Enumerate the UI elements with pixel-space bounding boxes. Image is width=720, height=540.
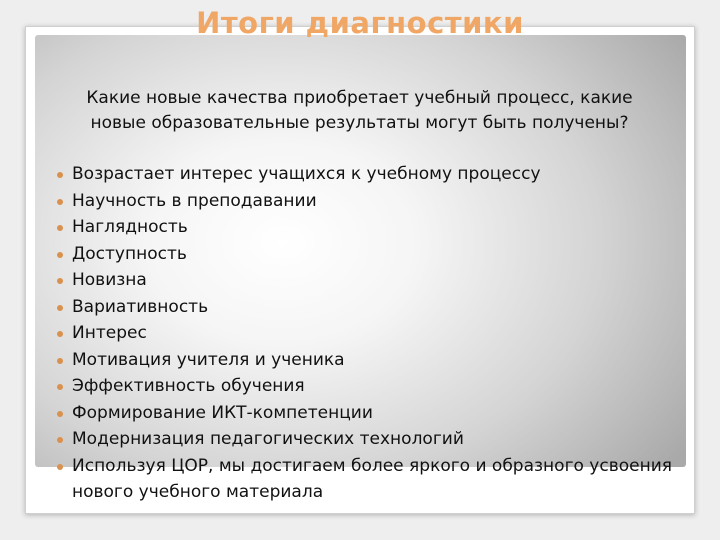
bullet-icon [57, 305, 63, 311]
list-item [0, 161, 682, 188]
list-item [0, 267, 682, 294]
list-item-text: Возрастает интерес учащихся к учебному процессу [72, 164, 541, 184]
bullet-icon [57, 464, 63, 470]
bullet-icon [57, 358, 63, 364]
list-item [0, 426, 682, 453]
bullet-icon [57, 384, 63, 390]
list-item [0, 188, 682, 215]
list-item [0, 373, 682, 400]
list-item-text: Мотивация учителя и ученика [72, 349, 345, 370]
list-item-text: Вариативность [72, 296, 209, 317]
list-item [0, 453, 682, 506]
list-item-text: Модернизация педагогических технологий [72, 429, 464, 449]
list-item-text: Эффективность обучения [72, 376, 305, 396]
bullet-icon [57, 411, 63, 417]
list-item [0, 347, 682, 374]
slide-title: Итоги диагностики [196, 6, 524, 40]
list-item-text: Используя ЦОР, мы достигаем более яркого и образного усвоения нового учебного материала [72, 455, 672, 502]
bullet-icon [57, 199, 63, 205]
bullet-icon [57, 278, 63, 284]
bullet-icon [57, 225, 63, 231]
list-item-text: Формирование ИКТ-компетенции [72, 402, 373, 423]
list-item-text: Доступность [72, 243, 187, 264]
question-text: Какие новые качества приобретает учебный процесс, какие новые образовательные результаты могут быть получены? [86, 88, 633, 133]
list-item-text: Наглядность [72, 217, 188, 237]
list-item-text: Интерес [72, 323, 147, 343]
bullet-icon [57, 252, 63, 258]
bullet-list [0, 161, 720, 506]
bullet-icon [57, 437, 63, 443]
list-item [0, 214, 682, 241]
list-item [0, 241, 682, 268]
list-item-text: Научность в преподавании [72, 190, 317, 211]
list-item [0, 294, 682, 321]
list-item [0, 400, 682, 427]
bullet-icon [57, 172, 63, 178]
list-item [0, 320, 682, 347]
bullet-icon [57, 331, 63, 337]
list-item-text: Новизна [72, 270, 147, 290]
